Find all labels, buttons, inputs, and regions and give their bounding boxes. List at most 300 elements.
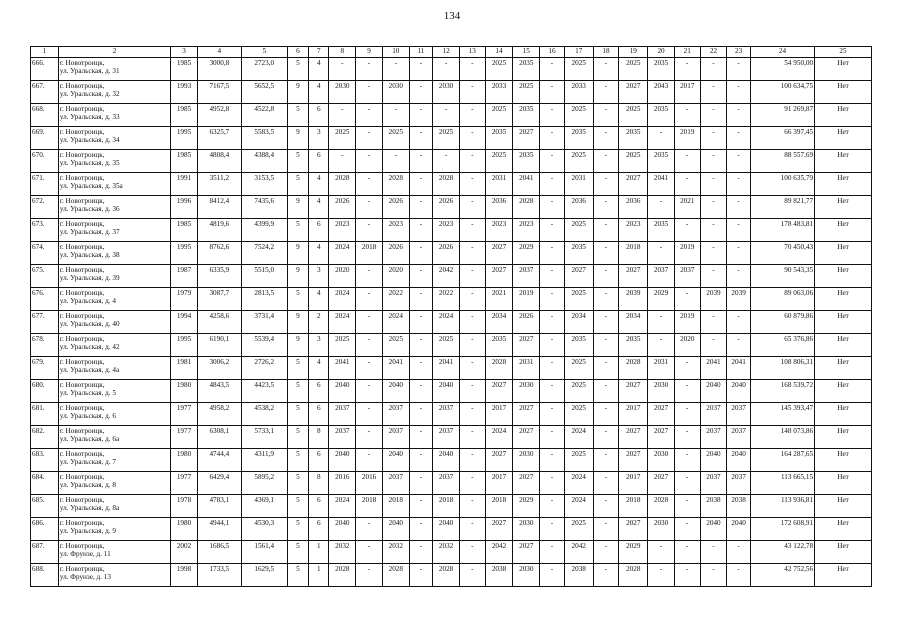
- cell-col-9: -: [356, 127, 383, 150]
- column-header-6: 6: [287, 47, 308, 58]
- cell-col-19: 2027: [619, 81, 648, 104]
- cell-col-4: 6190,1: [197, 334, 241, 357]
- address-city: г. Новотроицк,: [59, 358, 105, 366]
- cell-col-18: -: [593, 104, 619, 127]
- cell-col-8: 2026: [329, 196, 356, 219]
- cell-col-16: -: [540, 380, 565, 403]
- cell-col-3: 1985: [171, 58, 198, 81]
- cell-col-18: -: [593, 518, 619, 541]
- cell-col-8: 2037: [329, 426, 356, 449]
- cell-col-9: -: [356, 288, 383, 311]
- cell-col-9: -: [356, 219, 383, 242]
- table-row: [31, 173, 872, 196]
- cell-col-19: 2035: [619, 334, 648, 357]
- cell-col-25: Нет: [815, 495, 872, 518]
- cell-col-20: 2029: [648, 288, 675, 311]
- cell-col-11: -: [409, 196, 433, 219]
- cell-col-24: 164 287,65: [750, 449, 814, 472]
- row-number: 676.: [31, 288, 59, 311]
- address-city: г. Новотроицк,: [59, 197, 105, 205]
- cell-col-16: -: [540, 173, 565, 196]
- cell-col-21: 2019: [674, 311, 700, 334]
- cell-col-13: -: [459, 219, 485, 242]
- cell-col-19: 2027: [619, 426, 648, 449]
- address-city: г. Новотроицк,: [59, 266, 105, 274]
- cell-col-17: 2025: [564, 150, 593, 173]
- cell-col-9: -: [356, 265, 383, 288]
- cell-col-17: 2024: [564, 472, 593, 495]
- column-number-row: [31, 47, 872, 58]
- cell-col-15: 2023: [513, 219, 540, 242]
- row-number: 667.: [31, 81, 59, 104]
- cell-col-20: 2035: [648, 58, 675, 81]
- address-city: г. Новотроицк,: [59, 450, 105, 458]
- cell-col-11: -: [409, 403, 433, 426]
- cell-col-22: -: [700, 265, 727, 288]
- cell-col-4: 6308,1: [197, 426, 241, 449]
- address-city: г. Новотроицк,: [59, 289, 105, 297]
- table-row: [31, 426, 872, 449]
- cell-col-20: -: [648, 242, 675, 265]
- cell-col-14: 2024: [485, 426, 513, 449]
- cell-col-21: 2021: [674, 196, 700, 219]
- cell-col-10: 2025: [382, 127, 409, 150]
- cell-col-18: -: [593, 564, 619, 587]
- cell-col-24: 91 269,87: [750, 104, 814, 127]
- address-cell: [58, 265, 170, 288]
- cell-col-22: -: [700, 81, 727, 104]
- cell-col-16: -: [540, 150, 565, 173]
- address-city: г. Новотроицк,: [59, 128, 105, 136]
- address-cell: [58, 334, 170, 357]
- cell-col-18: -: [593, 150, 619, 173]
- cell-col-24: 60 879,86: [750, 311, 814, 334]
- cell-col-13: -: [459, 518, 485, 541]
- cell-col-19: 2027: [619, 265, 648, 288]
- cell-col-19: 2017: [619, 403, 648, 426]
- column-header-2: 2: [58, 47, 170, 58]
- cell-col-5: 2723,0: [241, 58, 287, 81]
- cell-col-21: -: [674, 173, 700, 196]
- address-street: ул. Уральская, д. 39: [59, 273, 120, 282]
- cell-col-24: 88 557,69: [750, 150, 814, 173]
- cell-col-13: -: [459, 104, 485, 127]
- cell-col-10: 2026: [382, 196, 409, 219]
- cell-col-15: 2031: [513, 357, 540, 380]
- cell-col-5: 7435,6: [241, 196, 287, 219]
- cell-col-17: 2027: [564, 265, 593, 288]
- cell-col-7: 4: [309, 58, 329, 81]
- cell-col-17: 2025: [564, 58, 593, 81]
- cell-col-8: -: [329, 150, 356, 173]
- table-row: [31, 150, 872, 173]
- row-number: 683.: [31, 449, 59, 472]
- cell-col-19: 2029: [619, 541, 648, 564]
- cell-col-20: -: [648, 541, 675, 564]
- cell-col-10: 2022: [382, 288, 409, 311]
- cell-col-15: 2037: [513, 265, 540, 288]
- address-cell: [58, 403, 170, 426]
- table-row: [31, 311, 872, 334]
- address-cell: [58, 495, 170, 518]
- address-cell: [58, 196, 170, 219]
- cell-col-14: 2027: [485, 380, 513, 403]
- address-city: г. Новотроицк,: [59, 381, 105, 389]
- cell-col-25: Нет: [815, 357, 872, 380]
- cell-col-8: -: [329, 104, 356, 127]
- address-street: ул. Уральская, д. 4: [59, 296, 116, 305]
- cell-col-23: -: [727, 173, 751, 196]
- cell-col-15: 2035: [513, 58, 540, 81]
- cell-col-22: -: [700, 334, 727, 357]
- address-cell: [58, 173, 170, 196]
- cell-col-4: 7167,5: [197, 81, 241, 104]
- address-cell: [58, 518, 170, 541]
- cell-col-8: 2024: [329, 288, 356, 311]
- cell-col-11: -: [409, 426, 433, 449]
- column-header-13: 13: [459, 47, 485, 58]
- cell-col-21: -: [674, 449, 700, 472]
- column-header-4: 4: [197, 47, 241, 58]
- cell-col-14: 2027: [485, 449, 513, 472]
- cell-col-23: -: [727, 334, 751, 357]
- cell-col-24: 178 483,81: [750, 219, 814, 242]
- cell-col-20: 2027: [648, 472, 675, 495]
- cell-col-4: 4258,6: [197, 311, 241, 334]
- cell-col-15: 2035: [513, 150, 540, 173]
- cell-col-10: 2028: [382, 564, 409, 587]
- cell-col-5: 4538,2: [241, 403, 287, 426]
- address-cell: [58, 242, 170, 265]
- cell-col-8: 2020: [329, 265, 356, 288]
- cell-col-3: 2002: [171, 541, 198, 564]
- cell-col-25: Нет: [815, 127, 872, 150]
- cell-col-6: 9: [287, 311, 308, 334]
- cell-col-13: -: [459, 173, 485, 196]
- column-header-19: 19: [619, 47, 648, 58]
- address-cell: [58, 541, 170, 564]
- cell-col-17: 2025: [564, 380, 593, 403]
- cell-col-14: 2031: [485, 173, 513, 196]
- cell-col-24: 168 539,72: [750, 380, 814, 403]
- cell-col-22: 2038: [700, 495, 727, 518]
- cell-col-25: Нет: [815, 81, 872, 104]
- address-street: ул. Уральская, д. 38: [59, 250, 120, 259]
- row-number: 677.: [31, 311, 59, 334]
- cell-col-4: 4744,4: [197, 449, 241, 472]
- cell-col-20: 2035: [648, 219, 675, 242]
- cell-col-14: 2038: [485, 564, 513, 587]
- cell-col-12: 2042: [433, 265, 460, 288]
- cell-col-11: -: [409, 564, 433, 587]
- cell-col-13: -: [459, 357, 485, 380]
- address-street: ул. Уральская, д. 8: [59, 480, 116, 489]
- cell-col-4: 4783,1: [197, 495, 241, 518]
- cell-col-13: -: [459, 449, 485, 472]
- address-cell: [58, 150, 170, 173]
- cell-col-19: 2025: [619, 104, 648, 127]
- cell-col-5: 1629,5: [241, 564, 287, 587]
- cell-col-21: -: [674, 219, 700, 242]
- column-header-18: 18: [593, 47, 619, 58]
- cell-col-24: 42 752,56: [750, 564, 814, 587]
- address-cell: [58, 357, 170, 380]
- cell-col-10: 2040: [382, 518, 409, 541]
- cell-col-10: 2028: [382, 173, 409, 196]
- cell-col-13: -: [459, 311, 485, 334]
- cell-col-7: 3: [309, 127, 329, 150]
- cell-col-7: 8: [309, 426, 329, 449]
- cell-col-23: 2040: [727, 518, 751, 541]
- cell-col-15: 2030: [513, 564, 540, 587]
- cell-col-19: 2028: [619, 564, 648, 587]
- cell-col-10: -: [382, 104, 409, 127]
- cell-col-18: -: [593, 219, 619, 242]
- cell-col-4: 4819,6: [197, 219, 241, 242]
- cell-col-14: 2035: [485, 127, 513, 150]
- address-street: ул. Уральская, д. 35: [59, 158, 120, 167]
- cell-col-23: 2037: [727, 472, 751, 495]
- cell-col-3: 1977: [171, 426, 198, 449]
- cell-col-8: 2024: [329, 242, 356, 265]
- cell-col-3: 1980: [171, 380, 198, 403]
- cell-col-3: 1977: [171, 472, 198, 495]
- cell-col-18: -: [593, 357, 619, 380]
- cell-col-7: 6: [309, 150, 329, 173]
- cell-col-8: 2032: [329, 541, 356, 564]
- cell-col-18: -: [593, 495, 619, 518]
- cell-col-10: 2037: [382, 426, 409, 449]
- cell-col-7: 4: [309, 357, 329, 380]
- cell-col-18: -: [593, 426, 619, 449]
- cell-col-13: -: [459, 150, 485, 173]
- cell-col-6: 5: [287, 449, 308, 472]
- cell-col-16: -: [540, 495, 565, 518]
- cell-col-15: 2027: [513, 541, 540, 564]
- cell-col-5: 5652,5: [241, 81, 287, 104]
- cell-col-25: Нет: [815, 58, 872, 81]
- cell-col-23: -: [727, 196, 751, 219]
- cell-col-22: -: [700, 173, 727, 196]
- cell-col-23: -: [727, 104, 751, 127]
- cell-col-24: 172 608,91: [750, 518, 814, 541]
- cell-col-9: 2018: [356, 495, 383, 518]
- column-header-24: 24: [750, 47, 814, 58]
- cell-col-7: 6: [309, 495, 329, 518]
- cell-col-23: 2041: [727, 357, 751, 380]
- cell-col-22: -: [700, 196, 727, 219]
- cell-col-12: 2024: [433, 311, 460, 334]
- cell-col-11: -: [409, 449, 433, 472]
- cell-col-4: 4944,1: [197, 518, 241, 541]
- cell-col-10: 2032: [382, 541, 409, 564]
- cell-col-12: 2022: [433, 288, 460, 311]
- address-street: ул. Уральская, д. 36: [59, 204, 120, 213]
- cell-col-8: 2041: [329, 357, 356, 380]
- cell-col-24: 108 806,31: [750, 357, 814, 380]
- cell-col-7: 3: [309, 334, 329, 357]
- cell-col-14: 2025: [485, 58, 513, 81]
- row-number: 682.: [31, 426, 59, 449]
- address-cell: [58, 564, 170, 587]
- cell-col-24: 90 543,35: [750, 265, 814, 288]
- cell-col-15: 2030: [513, 380, 540, 403]
- address-cell: [58, 58, 170, 81]
- cell-col-7: 1: [309, 564, 329, 587]
- cell-col-22: -: [700, 219, 727, 242]
- cell-col-15: 2027: [513, 472, 540, 495]
- cell-col-21: 2019: [674, 242, 700, 265]
- cell-col-23: -: [727, 265, 751, 288]
- cell-col-12: 2025: [433, 127, 460, 150]
- cell-col-20: 2035: [648, 150, 675, 173]
- cell-col-15: 2027: [513, 334, 540, 357]
- address-street: ул. Уральская, д. 5: [59, 388, 116, 397]
- cell-col-8: 2028: [329, 564, 356, 587]
- cell-col-12: 2028: [433, 173, 460, 196]
- cell-col-16: -: [540, 196, 565, 219]
- cell-col-14: 2027: [485, 242, 513, 265]
- cell-col-6: 5: [287, 518, 308, 541]
- cell-col-24: 65 376,86: [750, 334, 814, 357]
- cell-col-5: 4423,5: [241, 380, 287, 403]
- cell-col-7: 3: [309, 265, 329, 288]
- cell-col-19: 2018: [619, 495, 648, 518]
- cell-col-15: 2035: [513, 104, 540, 127]
- cell-col-14: 2017: [485, 403, 513, 426]
- column-header-9: 9: [356, 47, 383, 58]
- cell-col-3: 1980: [171, 518, 198, 541]
- cell-col-6: 5: [287, 104, 308, 127]
- cell-col-15: 2029: [513, 242, 540, 265]
- table-row: [31, 242, 872, 265]
- cell-col-7: 1: [309, 541, 329, 564]
- page-number: 134: [443, 10, 461, 22]
- cell-col-10: 2041: [382, 357, 409, 380]
- cell-col-19: 2023: [619, 219, 648, 242]
- cell-col-24: 148 073,86: [750, 426, 814, 449]
- cell-col-19: 2039: [619, 288, 648, 311]
- cell-col-5: 4522,8: [241, 104, 287, 127]
- cell-col-15: 2027: [513, 403, 540, 426]
- address-city: г. Новотроицк,: [59, 105, 105, 113]
- cell-col-5: 5515,0: [241, 265, 287, 288]
- cell-col-13: -: [459, 403, 485, 426]
- cell-col-24: 113 936,81: [750, 495, 814, 518]
- cell-col-7: 4: [309, 242, 329, 265]
- cell-col-14: 2025: [485, 104, 513, 127]
- cell-col-14: 2036: [485, 196, 513, 219]
- column-header-5: 5: [241, 47, 287, 58]
- cell-col-21: -: [674, 472, 700, 495]
- cell-col-8: 2028: [329, 173, 356, 196]
- row-number: 675.: [31, 265, 59, 288]
- cell-col-4: 4952,8: [197, 104, 241, 127]
- cell-col-4: 3006,2: [197, 357, 241, 380]
- address-cell: [58, 449, 170, 472]
- column-header-8: 8: [329, 47, 356, 58]
- cell-col-15: 2027: [513, 426, 540, 449]
- cell-col-9: -: [356, 173, 383, 196]
- cell-col-11: -: [409, 127, 433, 150]
- cell-col-23: -: [727, 127, 751, 150]
- cell-col-11: -: [409, 357, 433, 380]
- cell-col-12: 2018: [433, 495, 460, 518]
- cell-col-3: 1985: [171, 104, 198, 127]
- cell-col-20: -: [648, 564, 675, 587]
- cell-col-10: 2020: [382, 265, 409, 288]
- cell-col-25: Нет: [815, 150, 872, 173]
- cell-col-13: -: [459, 242, 485, 265]
- cell-col-14: 2025: [485, 150, 513, 173]
- address-street: ул. Уральская, д. 9: [59, 526, 116, 535]
- cell-col-9: 2018: [356, 242, 383, 265]
- cell-col-4: 1733,5: [197, 564, 241, 587]
- cell-col-7: 8: [309, 472, 329, 495]
- cell-col-11: -: [409, 472, 433, 495]
- cell-col-11: -: [409, 288, 433, 311]
- cell-col-17: 2035: [564, 334, 593, 357]
- cell-col-21: 2019: [674, 127, 700, 150]
- cell-col-4: 4808,4: [197, 150, 241, 173]
- cell-col-4: 3087,7: [197, 288, 241, 311]
- cell-col-17: 2033: [564, 81, 593, 104]
- cell-col-10: 2040: [382, 380, 409, 403]
- cell-col-21: -: [674, 357, 700, 380]
- cell-col-20: 2037: [648, 265, 675, 288]
- cell-col-13: -: [459, 265, 485, 288]
- cell-col-17: 2025: [564, 403, 593, 426]
- table-row: [31, 196, 872, 219]
- cell-col-3: 1993: [171, 81, 198, 104]
- cell-col-16: -: [540, 449, 565, 472]
- cell-col-9: -: [356, 403, 383, 426]
- cell-col-22: 2037: [700, 426, 727, 449]
- cell-col-19: 2017: [619, 472, 648, 495]
- address-street: ул. Уральская, д. 7: [59, 457, 116, 466]
- cell-col-11: -: [409, 242, 433, 265]
- cell-col-22: 2037: [700, 472, 727, 495]
- column-header-11: 11: [409, 47, 433, 58]
- cell-col-24: 70 450,43: [750, 242, 814, 265]
- cell-col-11: -: [409, 265, 433, 288]
- cell-col-14: 2027: [485, 518, 513, 541]
- cell-col-25: Нет: [815, 288, 872, 311]
- cell-col-18: -: [593, 288, 619, 311]
- table-row: [31, 127, 872, 150]
- cell-col-20: -: [648, 311, 675, 334]
- column-header-3: 3: [171, 47, 198, 58]
- address-cell: [58, 127, 170, 150]
- row-number: 674.: [31, 242, 59, 265]
- cell-col-24: 54 950,00: [750, 58, 814, 81]
- cell-col-25: Нет: [815, 472, 872, 495]
- cell-col-17: 2036: [564, 196, 593, 219]
- cell-col-13: -: [459, 288, 485, 311]
- register-table: [30, 46, 872, 587]
- address-street: ул. Уральская, д. 34: [59, 135, 120, 144]
- cell-col-7: 6: [309, 403, 329, 426]
- column-header-25: 25: [815, 47, 872, 58]
- cell-col-15: 2026: [513, 311, 540, 334]
- cell-col-13: -: [459, 426, 485, 449]
- address-city: г. Новотроицк,: [59, 427, 105, 435]
- cell-col-24: 113 665,15: [750, 472, 814, 495]
- address-cell: [58, 380, 170, 403]
- cell-col-12: -: [433, 58, 460, 81]
- cell-col-4: 3511,2: [197, 173, 241, 196]
- cell-col-23: 2040: [727, 380, 751, 403]
